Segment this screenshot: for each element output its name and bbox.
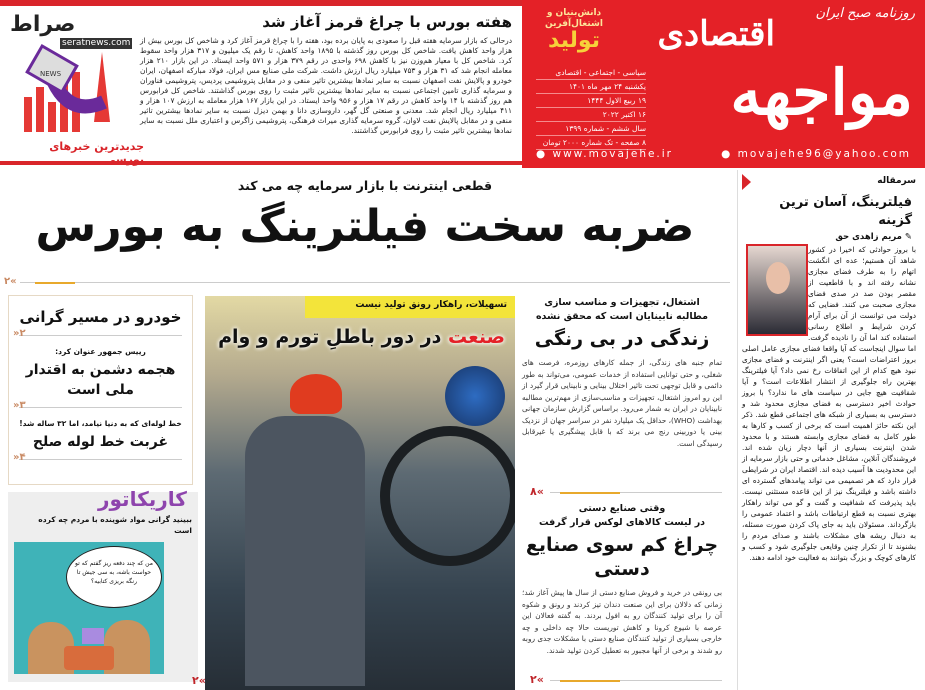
- brief-body: درحالی که بازار سرمایه هفته قبل را صعودی به پایان برده بود، هفته را با چراغ قرمز آغاز کرد و شاخص کل بورس بیش از هزار واحد کاهش یافت. شاخص کل بورس روز گذشته با ۱۸۹۵ واحد کاهش، تا رقم یک میلیون و ۳۱۷ هزار واحد سقوط کرد. شاخص کل با معیار هم‌وزن نیز با کاهش ۶۹۸ واحدی در رقم ۳۷۹ هزار و ۵۷۱ واحد ایستاد. در این بازار ۲۱۰ هزار معامله انجام شد که ۳۱ هزار و ۷۵۳ میلیارد ریال ارزش داشت. شرکت ملی صنایع مس ایران، فولاد مبارکه اصفهان، ایران خودرو و پالایش نفت اصفهان نسبت به سایر نمادها بیشترین تاثیر منفی و در مقابل پتروشیمی پردیس، پتروشیمی فناوران و سرمایه گذاری تامین اجتماعی نسبت به سایر نمادها بیشترین تاثیر مثبت را روی بورس گذاشتند. شاخص کل فرابورس هم روز گذشته با ۱۴ واحد کاهش در رقم ۱۷ هزار و ۹۵۶ واحد ایستاد. در این بازار ۱۶۷ هزار معامله به ارزش ۱۰۷ هزار و ۴۱۱ میلیارد ریال انجام شد. معدنی و صنعتی گل گهر، داروسازی دانا و بهمن دیزل نسبت به سایر نمادها بیشترین تاثیر منفی و در مقابل پالایش نفت لاوان، گروه سرمایه گذاری میراث فرهنگی، پتروشیمی زاگرس و اعتباری ملل نسبت به سایر نمادها بیشترین تاثیر مثبت را روی فرابورس گذاشتند.: [140, 36, 513, 135]
- worker-figure: [245, 416, 365, 686]
- story-page-ref: ۲«: [530, 680, 722, 681]
- issue-info: [536, 66, 646, 150]
- editorial-section-label: سرمقاله: [877, 176, 916, 186]
- photo-kicker: تسهیلات، راهکار رونق تولید نیست: [305, 296, 515, 318]
- story-page-ref: ۸«: [530, 492, 722, 493]
- editorial-body-continued: فضای مجازی عامل اصلی بروز اعتراضات است؟ یعنی اگر اینترنت و فضای مجازی نبود هیچ کدام از این اتفاقات رخ نمی داد؟ آیا فیلترینگ بهترین راه جلوگیری از انتشار اطلاعات است؟ و آیا شفافیت هیچ جایی در سیاست های ما ندارد؟ با بروز حوادث اخیر دسترسی به فضای مجازی محدود شد و دسترسی به بسیاری از شبکه های اجتماعی قطع شد. ذکر این نکته حائز اهمیت است که برخی از کسب و کارها به طور کامل به فضای مجازی وابسته هستند و با محدود شدن اینترنت بسیاری از آنها دچار زیان شده اند. فروشندگان آنلاین، مشاغل خدماتی و حتی بازار سرمایه از این محدودیت ها آسیب دیده اند. اقتصاد ایران در شرایطی قرار دارد که هر تصمیمی می تواند پیامدهای گسترده ای داشته باشد و فیلترینگ نیز از این قاعده مستثنی نیست. باید پذیرفت که شفافیت و گفت و گو می تواند راهکار بهتری نسبت به قطع ارتباطات باشد و اعتماد عمومی را بازگرداند. مسئولان باید به جای پاک کردن صورت مسئله، به دنبال ریشه های مشکلات باشند و صدای مردم را بشنوند تا از تکرار چنین وقایعی جلوگیری شود و کسب و کارهای کوچک و بزرگ بتوانند به فعالیت خود ادامه دهند.: [742, 344, 916, 562]
- left-headline[interactable]: غربت خط لوله صلح: [32, 434, 169, 450]
- photo-page-ref[interactable]: ۲«: [192, 674, 206, 687]
- pen-icon: ✎: [901, 232, 912, 242]
- bourse-news-brief: [0, 0, 522, 165]
- author-portrait: [746, 244, 808, 336]
- arrow-icon: [742, 174, 751, 190]
- cartoon-logo: کاریکاتور: [98, 487, 187, 511]
- issue-info-item: ۸ صفحه - تک شماره ۲۰۰۰ تومان: [536, 136, 646, 150]
- editorial-title[interactable]: فیلترینگ، آسان ترین گزینه: [779, 195, 912, 228]
- issue-info-item: سال ششم - شماره ۱۳۹۹: [536, 122, 646, 136]
- helmet-shape: [290, 374, 342, 414]
- masthead-name-sub: اقتصادی: [657, 14, 775, 54]
- left-kicker: خط لوله‌ای که به دنیا نیامد، اما ۳۲ ساله شد!: [19, 419, 182, 428]
- photo-story[interactable]: [205, 296, 515, 690]
- story-headline[interactable]: زندگی در بی رنگی: [534, 328, 710, 350]
- issue-info-item: سیاسی - اجتماعی - اقتصادی: [536, 66, 646, 80]
- editorial-body: با بروز حوادثی که اخیرا در کشور شاهد آن هستیم؛ عده ای انگشت اتهام را به طرف فضای مجازی نشانه رفته اند و با قاطعیت از مقصر بودن صد در صدی فضای مجازی صحبت می کنند. فضایی که دولت می توانست از آن برای آرام کردن شرایط و اطلاع رسانی استفاده کند اما آن را نادیده گرفت. اما سوال اینجاست که آیا واقعا: [808, 245, 916, 353]
- story-body: تمام جنبه های زندگی، از جمله کارهای روزمره، فرصت های شغلی، و حتی توانایی استفاده از خدمات عمومی، می‌تواند به طور دائمی و قابل توجهی تحت تاثیر اختلال بینایی و نابینایی قرار گیرد از این رو امروز اشتغال، تجهیزات و مناسب‌سازی از مهم‌ترین مطالبه نابینایان در ایران به شمار می‌رود. براساس گزارش سازمان جهانی بهداشت (WHO)، حداقل یک میلیارد نفر در سراسر جهان از نزدیک بینی یا دوربینی رنج می برند که با قابل پیشگیری یا غیرقابل رسیدگی است.: [522, 358, 723, 448]
- lead-headline[interactable]: ضربه سخت فیلترینگ به بورس: [35, 201, 695, 252]
- left-headline[interactable]: خودرو در مسیر گرانی: [19, 308, 182, 326]
- story-handicrafts: وقتی صنایع دستی در لیست کالاهای لوکس قرار گرفت چراغ کم سوی صنایع دستی بی رونقی در خرید و فروش صنایع دستی از سال ها پیش آغاز شد؛ زمانی که دلالان برای این صنعت دندان تیز کردند و رونق و شکوه آن را برای تولید کنندگان رو به افول بردند. به گفته فعالان این عرصه با شیوع کرونا و کاهش توریست حالا چه داخلی و چه خارجی بسیاری از تولید کنندگان صنایع دستی با مشکلات جدی روبه رو شدند و برخی از آنها مجبور به تعطیل کردن تولید شدند.: [522, 503, 722, 655]
- story-body: بی رونقی در خرید و فروش صنایع دستی از سال ها پیش آغاز شد؛ زمانی که دلالان برای این صنعت دندان تیز کردند و رونق و شکوه آن را برای تولید کنندگان رو به افول بردند. به گفته فعالان این عرصه با شیوع کرونا و کاهش توریست حالا چه داخلی و چه خارجی بسیاری از تولید کنندگان صنایع دستی با مشکلات جدی روبه رو شدند و برخی از آنها مجبور به تعطیل کردن تولید شدند.: [522, 588, 722, 655]
- lead-kicker: قطعی اینترنت با بازار سرمایه چه می کند: [237, 178, 493, 193]
- cartoon-box: [8, 487, 198, 682]
- left-headline[interactable]: هجمه دشمن به اقتدار ملی است: [25, 362, 176, 398]
- photo-headline[interactable]: صنعت در دور باطلِ تورم و وام: [218, 326, 505, 348]
- cartoon-image: [14, 542, 164, 674]
- issue-info-item: یکشنبه ۲۴ مهر ماه ۱۴۰۱: [536, 80, 646, 94]
- speech-bubble: من که چند دفعه ریز گفتم که تو حواست باشه، به سی جیش تا رنگه بریزی کتابیه؟: [66, 546, 162, 608]
- machine-wheel: [380, 426, 515, 566]
- issue-info-item: ۱۹ ربیع الاول ۱۴۴۴: [536, 94, 646, 108]
- masthead: [522, 0, 925, 168]
- lead-page-ref: ۲«: [4, 282, 730, 283]
- left-headlines-box: خودرو در مسیر گرانی ۲« رییس جمهور عنوان کرد: هجمه دشمن به اقتدار ملی است ۳« خط لوله‌ای که به دنیا نیامد، اما ۳۲ ساله شد! غربت خط لوله صلح ۴«: [8, 295, 193, 485]
- left-kicker: رییس جمهور عنوان کرد:: [55, 347, 146, 356]
- seratnews-logo: صراط seratnews.com NEWS جدیدترین خبرهای بورسی: [4, 12, 144, 162]
- brief-title[interactable]: هفته بورس با چراغ قرمز آغاز شد: [262, 13, 512, 31]
- story-headline[interactable]: چراغ کم سوی صنایع دستی: [525, 534, 719, 580]
- editorial-column: [737, 170, 920, 690]
- masthead-slogan: دانش‌بنیان و اشتغال‌آفرین تولید: [545, 8, 603, 53]
- masthead-tagline: روزنامه صبح ایران: [815, 6, 915, 21]
- cartoon-caption: ببینید گرانی مواد شوینده با مردم چه کرده است: [38, 515, 192, 535]
- website-link[interactable]: ● www.movajehe.ir: [536, 148, 674, 160]
- email-link[interactable]: ● movajehe96@yahoo.com: [721, 148, 911, 160]
- editorial-author: ✎ مریم زاهدی حق: [835, 232, 912, 242]
- masthead-name: مواجهه: [730, 56, 913, 129]
- issue-info-item: ۱۶ اکتبر ۲۰۲۲: [536, 108, 646, 122]
- story-blind: اشتغال، تجهیزات و مناسب سازی مطالبه نابینایان است که محقق نشده زندگی در بی رنگی تمام جنبه های زندگی، از جمله کارهای روزمره، فرصت های شغلی، و حتی توانایی استفاده از خدمات عمومی، می‌تواند به طور دائمی و قابل توجهی تحت تاثیر اختلال بینایی و نابینایی قرار گیرد از این رو امروز اشتغال، تجهیزات و مناسب‌سازی از مهم‌ترین مطالبه نابینایان در ایران به شمار می‌رود. براساس گزارش سازمان جهانی بهداشت (WHO)، حداقل یک میلیارد نفر در سراسر جهان از نزدیک بینی یا دوربینی رنج می برند که با قابل پیشگیری یا غیرقابل رسیدگی است.: [522, 297, 723, 448]
- fan-shape: [445, 366, 505, 426]
